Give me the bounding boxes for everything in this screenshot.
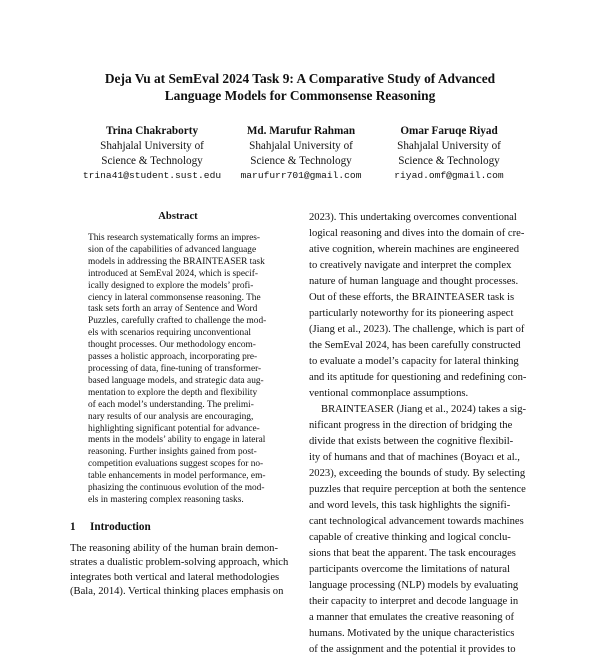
paragraph-line: language processing (NLP) models by evaluating [309, 580, 519, 591]
paragraph-line: of the assignment and the potential it provides to [309, 644, 516, 655]
author-affiliation-line: Shahjalal University of [397, 140, 501, 152]
abstract-line: Puzzles, carefully crafted to challenge the mod- [88, 316, 267, 327]
abstract-heading: Abstract [158, 211, 198, 222]
abstract-line: els with scenarios requiring unconventional [88, 328, 251, 339]
title-line-2: Language Models for Commonsense Reasoning [164, 88, 436, 103]
paragraph-line: Out of these efforts, the BRAINTEASER task is [309, 292, 515, 303]
paper-title [60, 70, 540, 104]
author-email: riyad.omf@gmail.com [394, 170, 504, 181]
abstract-line: passes a holistic approach, incorporating pre- [88, 352, 258, 363]
paragraph-line: particularly noteworthy for its pioneering aspect [309, 308, 514, 319]
author-email: marufurr701@gmail.com [240, 170, 362, 181]
abstract-line: mentation to explore the depth and flexibility [88, 387, 258, 398]
paragraph-line: capable of creative thinking and logical conclu- [309, 532, 511, 543]
paragraph-line: logical reasoning and dives into the domain of cre- [309, 228, 525, 239]
author-block-2 [216, 124, 386, 183]
abstract-line: ically designed to explore the models’ profi- [88, 280, 254, 291]
author-block-3 [364, 124, 534, 183]
paragraph-line: to creatively navigate and interpret the complex [309, 260, 512, 271]
abstract-line: based language models, and strategic data aug- [88, 375, 264, 386]
paragraph-line: sions that beat the apparent. The task encourages [309, 548, 516, 559]
introduction-line: strates a dualistic problem-solving approach, which [70, 557, 289, 569]
right-column-body [309, 210, 531, 658]
paragraph-line: nificant progress in the direction of bridging the [309, 420, 513, 431]
author-block-1 [67, 124, 237, 183]
abstract-line: ciency in lateral commonsense reasoning. The [88, 292, 261, 303]
paragraph-line: and word levels, this task highlights the signifi- [309, 500, 511, 511]
paragraph-line: 2023). This undertaking overcomes conventional [309, 212, 517, 223]
abstract-line: highlighting significant potential for advance- [88, 423, 260, 434]
section-number: 1 [70, 521, 76, 533]
introduction-body [70, 542, 292, 599]
paragraph-line: their capacity to interpret and decode language in [309, 596, 519, 607]
author-affiliation-line: Shahjalal University of [100, 140, 204, 152]
abstract-line: competition evaluations suggest scopes for no- [88, 459, 264, 470]
author-email: trina41@student.sust.edu [82, 170, 222, 181]
paragraph-line: and its aptitude for questioning and redefining con- [309, 372, 527, 383]
abstract-line: sion of the capabilities of advanced language [88, 244, 257, 255]
author-affiliation-line: Science & Technology [101, 155, 203, 167]
abstract-line: table enhancements in model performance, em- [88, 471, 266, 482]
author-affiliation-line: Shahjalal University of [249, 140, 353, 152]
paragraph-line: cant technological advancement towards machines [309, 516, 524, 527]
paragraph-line: ventional commonplace assumptions. [309, 388, 469, 399]
paragraph-line: ative cognition, wherein machines are engineered [309, 244, 520, 255]
author-name: Omar Faruqe Riyad [400, 125, 498, 137]
author-affiliation-line: Science & Technology [398, 155, 500, 167]
author-affiliation-line: Science & Technology [250, 155, 352, 167]
section-heading [70, 520, 151, 535]
paragraph-line: a manner that emulates the creative reasoning of [309, 612, 515, 623]
abstract-body [88, 233, 283, 507]
author-name: Md. Marufur Rahman [246, 125, 356, 137]
introduction-line: The reasoning ability of the human brain demon- [70, 543, 278, 554]
abstract-line: of each model’s understanding. The prelimi- [88, 399, 254, 410]
abstract-line: ments in the models’ ability to engage in lateral [88, 435, 266, 446]
abstract-line: reasoning. Further insights gained from post- [88, 447, 257, 458]
abstract-line: This research systematically forms an impres- [88, 233, 261, 243]
title-line-1: Deja Vu at SemEval 2024 Task 9: A Comparative Study of Advanced [104, 71, 496, 86]
introduction-line: (Bala, 2014). Vertical thinking places emphasis on [70, 585, 284, 597]
author-name: Trina Chakraborty [105, 125, 199, 137]
paragraph-line: participants overcome the limitations of natural [309, 564, 510, 575]
abstract-line: els in mastering complex reasoning tasks. [88, 494, 244, 505]
abstract-line: introduced at SemEval 2024, which is specif- [88, 268, 258, 279]
abstract-line: thought processes. Our methodology encom- [88, 340, 256, 351]
paragraph-line: ity of humans and that of machines (Boyacı et al., [309, 452, 520, 463]
abstract-line: models in addressing the BRAINTEASER task [88, 256, 265, 267]
abstract-line: phasizing the continuous evolution of the mod- [88, 483, 265, 494]
paragraph-line: divide that exists between the cognitive flexibil- [309, 436, 514, 447]
abstract-line: processing of data, fine-tuning of transformer- [88, 363, 262, 374]
section-title: Introduction [90, 521, 151, 533]
paragraph-line: puzzles that require perception at both the sentence [309, 484, 526, 495]
abstract-line: task sets forth an array of Sentence and Word [88, 304, 258, 315]
paragraph-line: humans. Motivated by the unique characteristics [309, 628, 515, 639]
abstract-line: nary results of our analysis are encouraging, [88, 411, 254, 422]
paragraph-line: BRAINTEASER (Jiang et al., 2024) takes a sig- [321, 404, 527, 415]
paragraph-line: nature of human language and thought processes. [309, 276, 519, 287]
paragraph-line: 2023), exceeding the bounds of study. By selecting [309, 468, 526, 479]
paragraph-line: (Jiang et al., 2023). The challenge, which is part of [309, 324, 525, 335]
paragraph-line: to evaluate a model’s capacity for lateral thinking [309, 356, 519, 367]
paragraph-line: the SemEval 2024, has been carefully constructed [309, 340, 521, 351]
introduction-line: integrates both vertical and lateral methodologies [70, 571, 280, 583]
